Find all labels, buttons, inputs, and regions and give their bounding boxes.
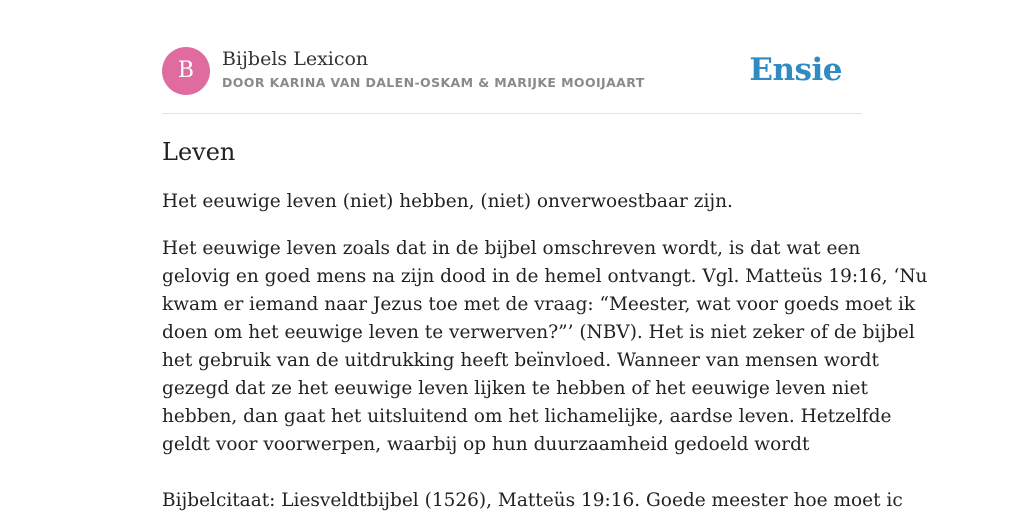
explanation-line: hebben, dan gaat het uitsluitend om het lichamelijke, aardse leven. Hetzelfde xyxy=(162,406,892,427)
explanation-line: geldt voor voorwerpen, waarbij op hun duurzaamheid gedoeld wordt xyxy=(162,434,810,455)
explanation-line: doen om het eeuwige leven te verwerven?”’ (NBV). Het is niet zeker of de bijbel xyxy=(162,322,915,343)
authors-byline: DOOR KARINA VAN DALEN-OSKAM & MARIJKE MOOIJAART xyxy=(222,75,645,90)
entry-explanation xyxy=(162,235,928,459)
book-title-link[interactable]: Bijbels Lexicon xyxy=(222,48,369,70)
citation-line: Bijbelcitaat: Liesveldtbijbel (1526), Matteüs 19:16. Goede meester hoe moet ic xyxy=(162,490,903,511)
explanation-line: het gebruik van de uitdrukking heeft beïnvloed. Wanneer van mensen wordt xyxy=(162,350,879,371)
entry-definition: Het eeuwige leven (niet) hebben, (niet) onverwoestbaar zijn. xyxy=(162,191,733,212)
bible-citation xyxy=(162,487,903,512)
ensie-logo[interactable]: Ensie xyxy=(749,52,842,88)
explanation-line: kwam er iemand naar Jezus toe met de vraag: “Meester, wat voor goeds moet ik xyxy=(162,294,916,315)
book-avatar[interactable]: B xyxy=(162,47,210,95)
header-divider xyxy=(162,113,862,114)
entry-content xyxy=(162,136,928,512)
header xyxy=(162,46,862,96)
explanation-line: gezegd dat ze het eeuwige leven lijken te hebben of het eeuwige leven niet xyxy=(162,378,868,399)
explanation-line: gelovig en goed mens na zijn dood in de hemel ontvangt. Vgl. Matteüs 19:16, ‘Nu xyxy=(162,266,928,287)
entry-title: Leven xyxy=(162,138,236,166)
explanation-line: Het eeuwige leven zoals dat in de bijbel omschreven wordt, is dat wat een xyxy=(162,238,861,259)
